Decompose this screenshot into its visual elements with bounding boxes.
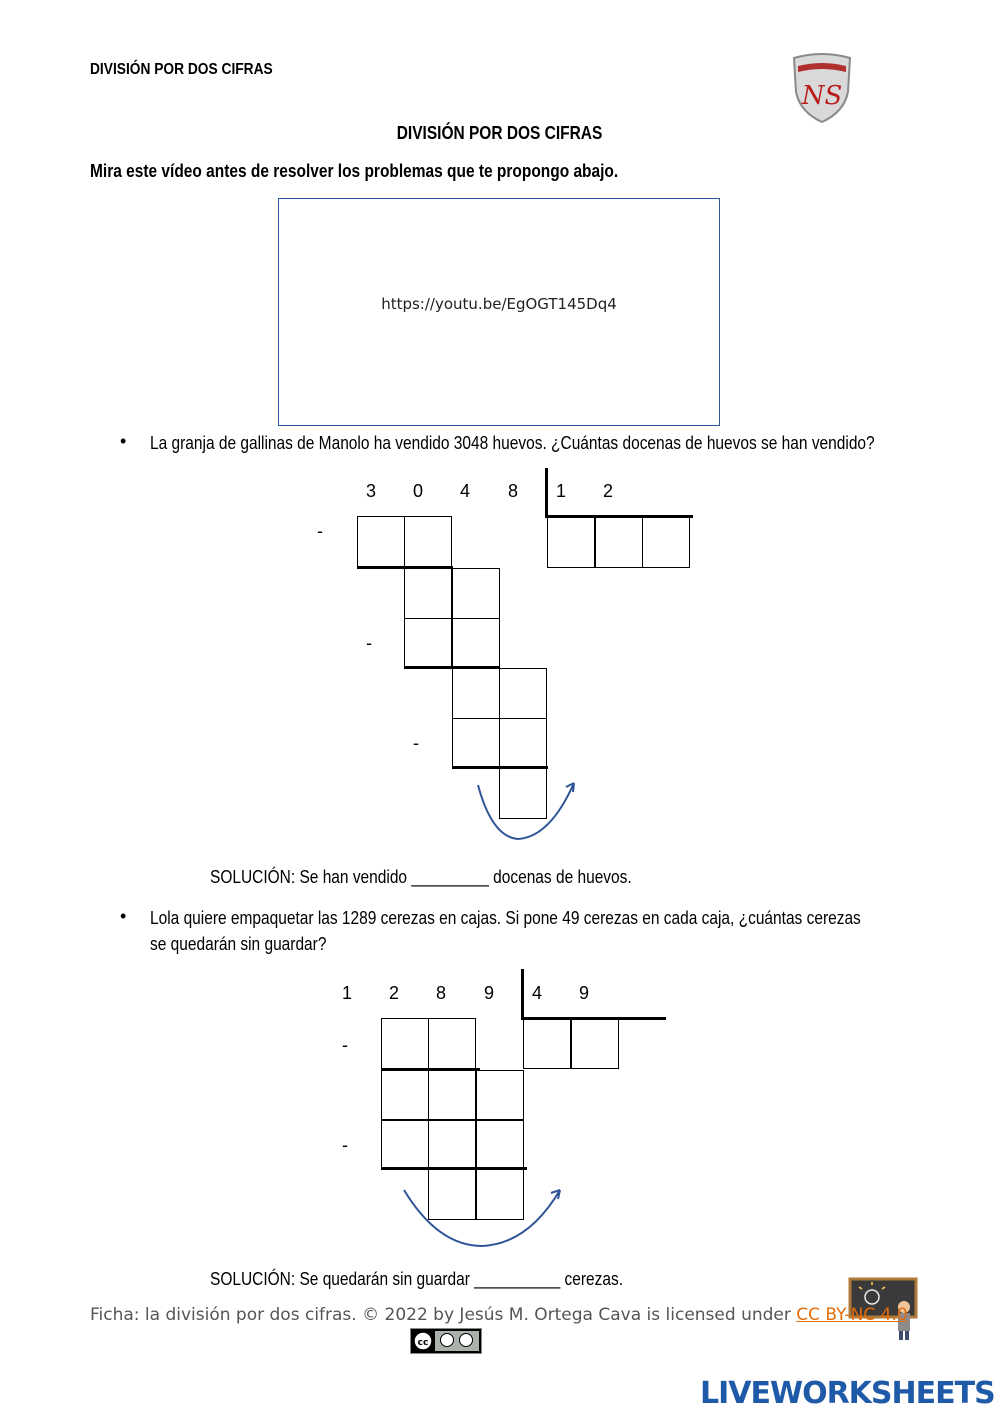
answer-cell[interactable]: [499, 718, 547, 769]
logo-letters: NS: [801, 81, 843, 111]
answer-cell[interactable]: [452, 618, 500, 669]
dividend-digit: 2: [388, 983, 399, 1003]
bullet-icon: •: [120, 431, 127, 451]
answer-cell[interactable]: [452, 718, 500, 769]
division-bracket-vertical: [521, 969, 524, 1019]
divisor-digit: 9: [578, 983, 589, 1003]
minus-sign: -: [342, 1035, 348, 1055]
answer-cell[interactable]: [428, 1119, 476, 1170]
dividend-digit: 3: [365, 481, 376, 501]
question-2-line-1: Lola quiere empaquetar las 1289 cerezas en cajas. Si pone 49 cerezas en cada caja, ¿cuántas cerezas: [150, 908, 861, 928]
dividend-digit: 8: [435, 983, 446, 1003]
arc-arrow-icon: [398, 1182, 568, 1252]
dividend-digit: 0: [412, 481, 423, 501]
division-bracket-vertical: [545, 468, 548, 518]
answer-cell[interactable]: [381, 1119, 429, 1170]
dividend-digit: 8: [507, 481, 518, 501]
bullet-icon: •: [120, 906, 127, 926]
answer-cell[interactable]: [357, 516, 405, 567]
arc-arrow-icon: [470, 775, 580, 845]
answer-cell[interactable]: [499, 668, 547, 719]
header-title: DIVISIÓN POR DOS CIFRAS: [90, 61, 273, 78]
answer-cell[interactable]: [476, 1070, 524, 1121]
minus-sign: -: [342, 1135, 348, 1155]
answer-cell[interactable]: [452, 668, 500, 719]
svg-text:cc: cc: [417, 1338, 429, 1348]
answer-cell[interactable]: [476, 1119, 524, 1170]
instruction-text: Mira este vídeo antes de resolver los problemas que te propongo abajo.: [90, 161, 619, 181]
answer-cell[interactable]: [404, 516, 452, 567]
divisor-digit: 1: [555, 481, 566, 501]
dividend-digit: 9: [483, 983, 494, 1003]
divisor-digit: 2: [602, 481, 613, 501]
answer-cell[interactable]: [381, 1070, 429, 1121]
answer-cell[interactable]: [404, 568, 452, 619]
minus-sign: -: [366, 633, 372, 653]
license-link[interactable]: CC BY-NC 4.0: [796, 1305, 908, 1325]
quotient-cell[interactable]: [595, 517, 643, 568]
brand-text: LIVEWORKSHEETS: [700, 1376, 995, 1411]
quotient-cell[interactable]: [523, 1019, 571, 1069]
question-2-line-2: se quedarán sin guardar?: [150, 934, 327, 954]
quotient-cell[interactable]: [642, 517, 690, 568]
dividend-digit: 1: [341, 983, 352, 1003]
solution-2: SOLUCIÓN: Se quedarán sin guardar __________ cerezas.: [210, 1269, 624, 1289]
school-logo: [788, 52, 856, 124]
video-link[interactable]: https://youtu.be/EgOGT145Dq4: [381, 295, 617, 313]
divisor-digit: 4: [531, 983, 542, 1003]
license-footer: [90, 1305, 908, 1325]
solution-1: SOLUCIÓN: Se han vendido _________ docenas de huevos.: [210, 867, 632, 887]
cc-license-badge-icon[interactable]: [410, 1328, 482, 1354]
answer-cell[interactable]: [404, 618, 452, 669]
video-box[interactable]: [278, 198, 720, 426]
question-1: La granja de gallinas de Manolo ha vendido 3048 huevos. ¿Cuántas docenas de huevos se han vendido?: [150, 433, 875, 453]
answer-cell[interactable]: [381, 1018, 429, 1069]
answer-cell[interactable]: [452, 568, 500, 619]
license-text: Ficha: la división por dos cifras. © 2022 by Jesús M. Ortega Cava is licensed under: [90, 1305, 791, 1325]
page-title: DIVISIÓN POR DOS CIFRAS: [397, 123, 603, 143]
dividend-digit: 4: [459, 481, 470, 501]
answer-cell[interactable]: [428, 1018, 476, 1069]
minus-sign: -: [317, 521, 323, 541]
quotient-cell[interactable]: [571, 1019, 619, 1069]
minus-sign: -: [413, 733, 419, 753]
liveworksheets-logo[interactable]: [700, 1376, 995, 1411]
quotient-cell[interactable]: [547, 517, 595, 568]
answer-cell[interactable]: [428, 1070, 476, 1121]
